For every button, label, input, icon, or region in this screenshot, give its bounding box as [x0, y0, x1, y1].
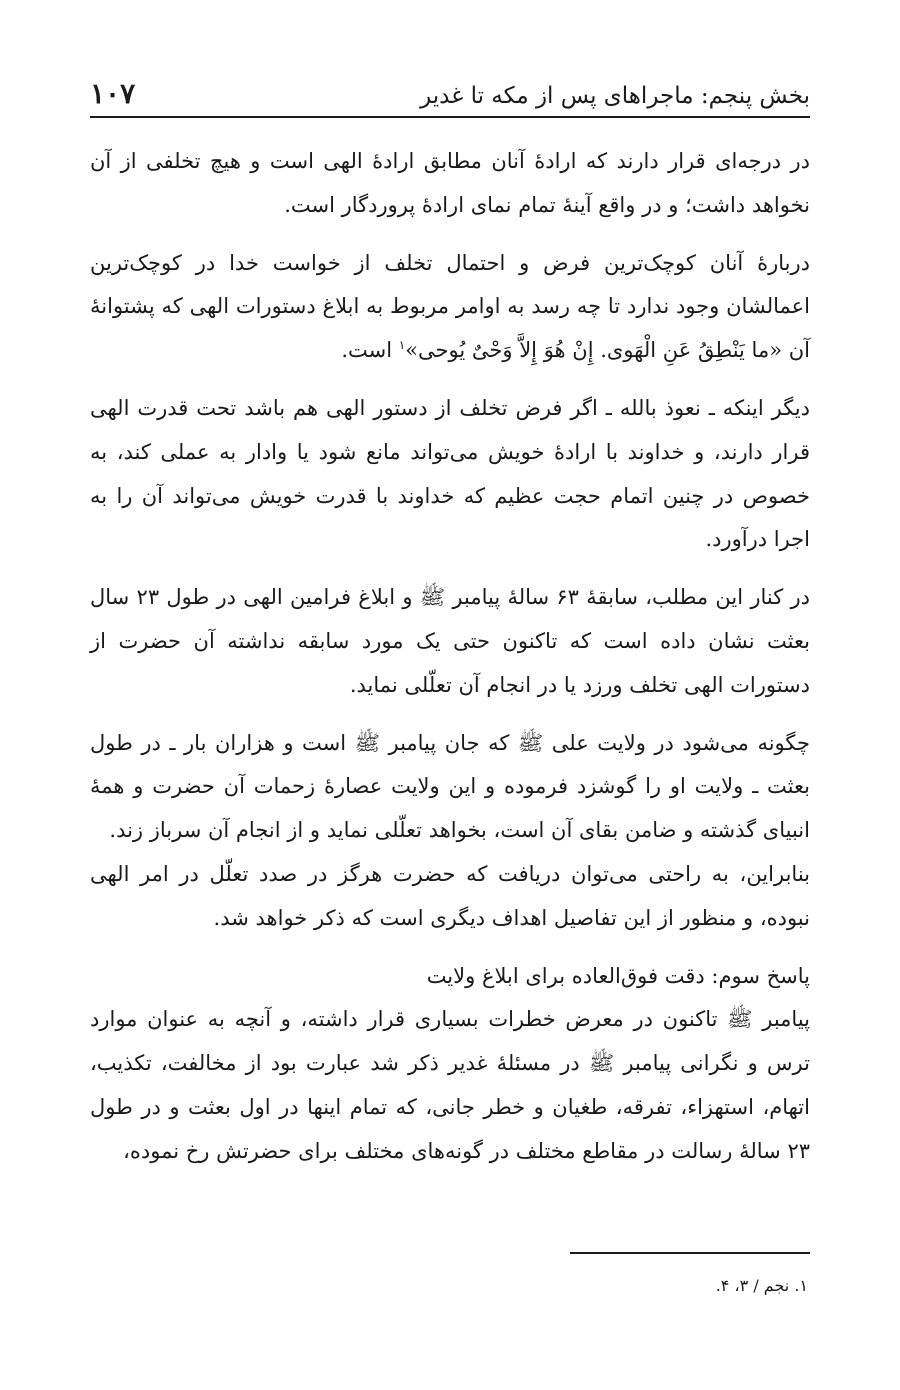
- paragraph-3: دیگر اینکه ـ نعوذ بالله ـ اگر فرض تخلف از دستور الهی هم باشد تحت قدرت الهی قرار دارند، و خداوند با ارادهٔ خویش می‌تواند مانع شود یا وادار به عملی کند، به خصوص در چنین اتمام حجت عظیم که خداوند با قدرت خویش می‌تواند آن را به اجرا درآورد.: [90, 395, 810, 552]
- paragraph-2-end: است.: [341, 338, 399, 363]
- page-number: ۱۰۷: [90, 77, 136, 110]
- paragraph-6: بنابراین، به راحتی می‌توان دریافت که حضرت هرگز در صدد تعلّل در امر الهی نبوده، و منظور از این تفاصیل اهداف دیگری است که ذکر خواهد شد.: [90, 861, 810, 930]
- paragraph-2: [90, 242, 810, 373]
- running-title: بخش پنجم: ماجراهای پس از مکه تا غدیر: [420, 83, 810, 109]
- paragraph-2-text: دربارهٔ آنان کوچک‌ترین فرض و احتمال تخلف از خواست خدا در کوچک‌ترین اعمالشان وجود ندارد تا چه رسد به اوامر مربوط به ابلاغ دستورات الهی که پشتوانهٔ آن «ما یَنْطِقُ عَنِ الْهَوی. إِنْ هُوَ إِلاَّ وَحْیٌ یُوحی»: [90, 250, 810, 363]
- page-header: [90, 62, 810, 118]
- paragraph-5: چگونه می‌شود در ولایت علی ﷺ که جان پیامبر ﷺ است و هزاران بار ـ در طول بعثت ـ ولایت او را گوشزد فرموده و این ولایت عصارهٔ زحمات آن حضرت و همهٔ انبیای گذشته و ضامن بقای آن است، بخواهد تعلّلی نماید و از انجام آن سرباز زند.: [90, 730, 810, 843]
- paragraph-4: در کنار این مطلب، سابقهٔ ۶۳ سالهٔ پیامبر ﷺ و ابلاغ فرامین الهی در طول ۲۳ سال بعثت نشان داده است که تاکنون حتی یک مورد سابقه نداشته آن حضرت از دستورات الهی تخلف ورزد یا در انجام آن تعلّلی نماید.: [90, 585, 810, 697]
- section-heading: پاسخ سوم: دقت فوق‌العاده برای ابلاغ ولایت: [426, 963, 810, 988]
- paragraph-7: پیامبر ﷺ تاکنون در معرض خطرات بسیاری قرار داشته، و آنچه به عنوان موارد ترس و نگرانی پیامبر ﷺ در مسئلهٔ غدیر ذکر شد عبارت بود از مخالفت، تکذیب، اتهام، استهزاء، تفرقه، طغیان و خطر جانی، که تمام اینها در اول بعثت و در طول ۲۳ سالهٔ رسالت در مقاطع مختلف در گونه‌های مختلف برای حضرتش رخ نموده،: [90, 1007, 810, 1163]
- body-text: [90, 140, 810, 1174]
- footnote-divider: [570, 1252, 810, 1254]
- paragraph-1: در درجه‌ای قرار دارند که ارادهٔ آنان مطابق ارادهٔ الهی است و هیچ تخلفی از آن نخواهد داشت؛ و در واقع آینهٔ تمام نمای ارادهٔ پروردگار است.: [90, 149, 810, 217]
- footnote-reference: ۱: [398, 338, 406, 353]
- footnote: ۱. نجم / ۳، ۴.: [715, 1276, 808, 1295]
